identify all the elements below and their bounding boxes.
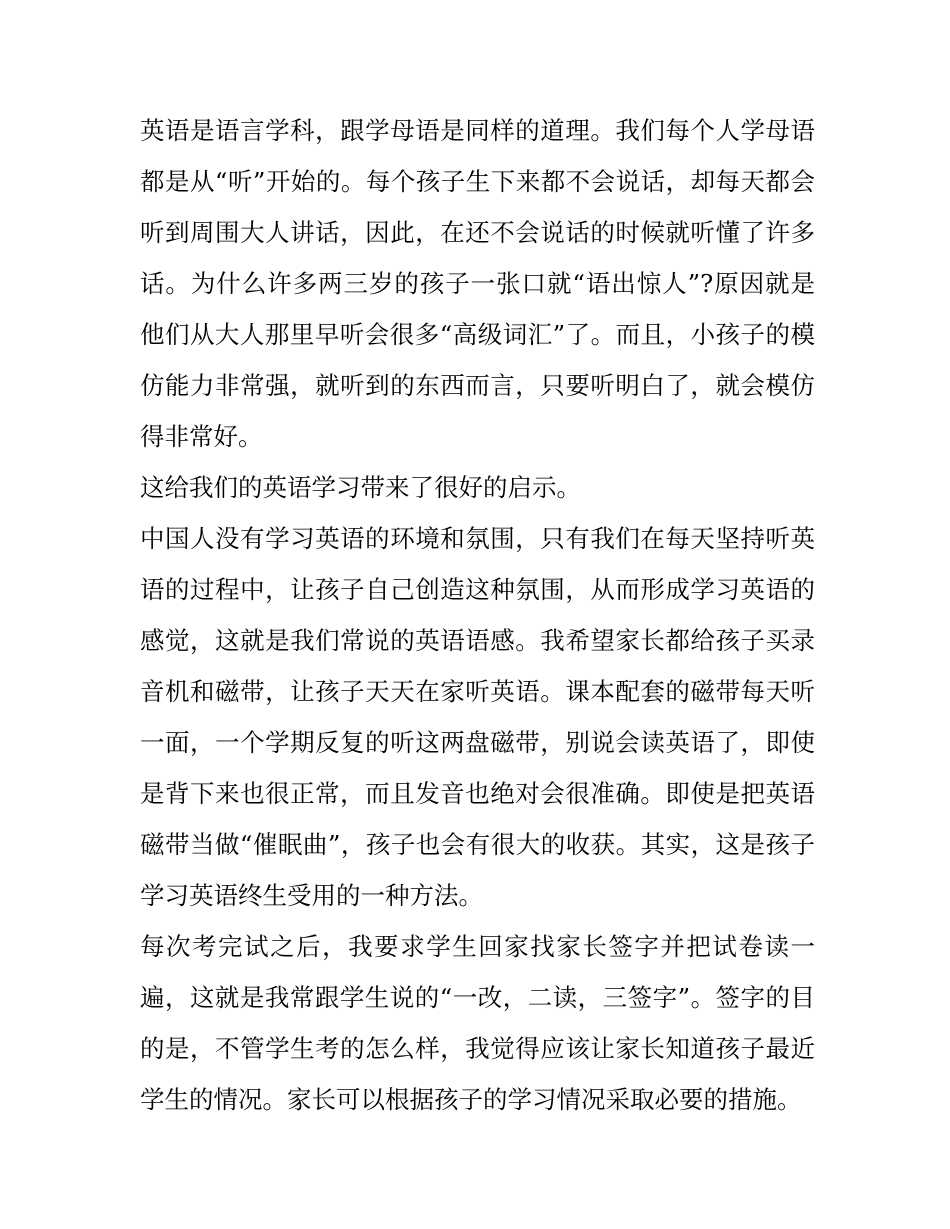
paragraph-line: 这给我们的英语学习带来了很好的启示。 [140,473,581,502]
paragraph-line: 语的过程中，让孩子自己创造这种氛围，从而形成学习英语的 [140,575,815,604]
paragraph-line: 的是，不管学生考的怎么样，我觉得应该让家长知道孩子最近 [140,1034,815,1063]
paragraph-line: 他们从大人那里早听会很多“高级词汇”了。而且，小孩子的模 [140,320,815,349]
paragraph-line: 学习英语终生受用的一种方法。 [140,881,483,910]
paragraph-4 [140,921,815,1125]
paragraph-line: 都是从“听”开始的。每个孩子生下来都不会说话，却每天都会 [140,167,815,196]
paragraph-line: 磁带当做“催眠曲”，孩子也会有很大的收获。其实，这是孩子 [140,830,815,859]
paragraph-line: 感觉，这就是我们常说的英语语感。我希望家长都给孩子买录 [140,626,815,655]
paragraph-line: 英语是语言学科，跟学母语是同样的道理。我们每个人学母语 [140,116,815,145]
paragraph-line: 学生的情况。家长可以根据孩子的学习情况采取必要的措施。 [140,1085,802,1114]
paragraph-line: 音机和磁带，让孩子天天在家听英语。课本配套的磁带每天听 [140,677,815,706]
paragraph-2 [140,462,815,513]
paragraph-line: 每次考完试之后，我要求学生回家找家长签字并把试卷读一 [140,932,815,961]
paragraph-line: 仿能力非常强，就听到的东西而言，只要听明白了，就会模仿 [140,371,815,400]
paragraph-line: 遍，这就是我常跟学生说的“一改，二读，三签字”。签字的目 [140,983,815,1012]
paragraph-line: 一面，一个学期反复的听这两盘磁带，别说会读英语了，即使 [140,728,815,757]
document-body [140,105,815,1125]
paragraph-1 [140,105,815,462]
paragraph-line: 得非常好。 [140,422,263,451]
paragraph-line: 听到周围大人讲话，因此，在还不会说话的时候就听懂了许多 [140,218,815,247]
paragraph-3 [140,513,815,921]
paragraph-line: 中国人没有学习英语的环境和氛围，只有我们在每天坚持听英 [140,524,815,553]
paragraph-line: 话。为什么许多两三岁的孩子一张口就“语出惊人”?原因就是 [140,269,815,298]
paragraph-line: 是背下来也很正常，而且发音也绝对会很准确。即使是把英语 [140,779,815,808]
